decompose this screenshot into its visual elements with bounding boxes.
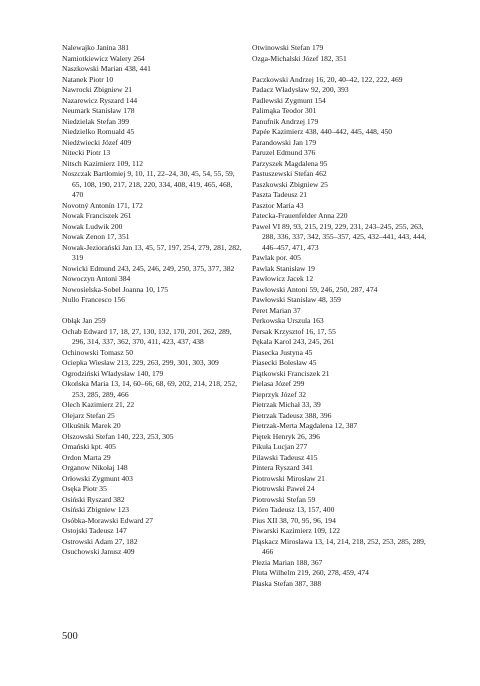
index-group-o-continued (252, 43, 438, 64)
index-entry: Paczkowski Andrzej 16, 20, 40–42, 122, 222, 469 (252, 74, 403, 84)
index-entry: Piotrowski Mirosław 21 (252, 473, 325, 483)
index-entry: Ochab Edward 17, 18, 27, 130, 132, 170, 201, 262, 289, 296, 314, 337, 362, 370, 411, 423, 437, 438 (62, 326, 232, 346)
index-entry: Ostojski Tadeusz 147 (62, 526, 127, 535)
index-entry: Nowak-Jeziorański Jan 13, 45, 57, 197, 254, 279, 281, 282, 319 (62, 242, 242, 262)
index-entry: Nalewajko Janina 381 (62, 43, 130, 52)
index-entry: Olech Kazimierz 21, 22 (62, 400, 135, 409)
index-entry: Osiński Ryszard 382 (62, 494, 125, 504)
index-group-o (62, 316, 244, 558)
index-entry: Nowak Zenon 17, 351 (62, 232, 130, 241)
index-entry: Paruzel Edmund 376 (252, 148, 316, 157)
index-entry: Parandowski Jan 179 (252, 137, 317, 147)
index-entry: Natanek Piotr 10 (62, 74, 114, 84)
index-entry: Paszkowski Zbigniew 25 (252, 179, 328, 189)
index-entry: Pękala Karol 243, 245, 261 (252, 337, 335, 346)
index-entry: Pilawski Tadeusz 415 (252, 452, 318, 462)
index-entry: Pius XII 38, 70, 95, 96, 194 (252, 515, 336, 525)
index-entry: Pląskacz Mirosława 13, 14, 214, 218, 252, 253, 285, 289, 466 (252, 536, 426, 556)
index-entry: Piotrowski Paweł 24 (252, 484, 315, 493)
index-entry: Okońska Maria 13, 14, 60–66, 68, 69, 202, 214, 218, 252, 253, 285, 289, 466 (62, 379, 238, 399)
index-entry: Piątkowski Franciszek 21 (252, 368, 330, 378)
index-entry: Pietrzak Tadeusz 388, 396 (252, 410, 332, 420)
index-entry: Pawłowicz Jacek 12 (252, 274, 314, 283)
index-entry: Pasztor Maria 43 (252, 200, 304, 210)
index-entry: Ordon Marta 29 (62, 452, 111, 462)
index-entry: Pawlak por. 405 (252, 253, 301, 262)
index-entry: Pintera Ryszard 341 (252, 463, 313, 472)
index-entry: Ozga-Michalski Józef 182, 351 (252, 53, 347, 63)
index-entry: Olkuśnik Marek 20 (62, 421, 121, 430)
index-entry: Osiński Zbigniew 123 (62, 505, 130, 514)
index-entry: Ostrowski Adam 27, 182 (62, 536, 138, 546)
index-entry: Novotný Antonín 171, 172 (62, 200, 143, 210)
index-entry: Parzyszek Magdalena 95 (252, 158, 328, 168)
index-entry: Piętek Henryk 26, 396 (252, 431, 320, 441)
index-entry: Organow Nikołaj 148 (62, 463, 128, 472)
index-entry: Padlewski Zygmunt 154 (252, 95, 326, 105)
index-entry: Nowosielska-Sobel Joanna 10, 175 (62, 284, 169, 294)
index-entry: Pieprzyk Józef 32 (252, 389, 307, 399)
index-entry: Ochinowski Tomasz 50 (62, 347, 134, 357)
index-entry: Namiotkiewicz Walery 264 (62, 53, 145, 63)
index-entry: Nawrocki Zbigniew 21 (62, 85, 133, 94)
index-entry: Persak Krzysztof 16, 17, 55 (252, 326, 336, 336)
index-entry: Noszczak Bartłomiej 9, 10, 11, 22–24, 30, 45, 54, 55, 59, 65, 108, 190, 217, 218, 220, 334, 408, 419, 465, 468, 470 (62, 169, 235, 199)
index-entry: Pawłowski Antoni 59, 246, 250, 287, 474 (252, 284, 378, 294)
index-entry: Pielasa Józef 299 (252, 379, 305, 388)
index-entry: Paweł VI 89, 93, 215, 219, 229, 231, 243–245, 255, 263, 288, 336, 337, 342, 355–357, 425, 432–441, 443, 444, 446–457, 471, 473 (252, 221, 427, 252)
index-entry: Piotrowski Stefan 59 (252, 494, 316, 504)
index-entry: Naszkowski Marian 438, 441 (62, 64, 151, 73)
index-entry: Ogrodziński Władysław 140, 179 (62, 368, 164, 378)
index-entry: Nitecki Piotr 13 (62, 148, 111, 157)
index-column-left (62, 43, 244, 558)
group-separator (62, 306, 244, 317)
index-entry: Pietrzak-Merta Magdalena 12, 387 (252, 421, 358, 430)
index-entry: Płaska Stefan 387, 388 (252, 578, 322, 588)
index-entry: Pietrzak Michał 33, 39 (252, 400, 321, 409)
index-entry: Nowak Ludwik 200 (62, 221, 123, 231)
index-group-n (62, 43, 244, 306)
index-entry: Plezia Marian 188, 367 (252, 557, 323, 567)
group-separator (252, 64, 438, 75)
index-entry: Osóbka-Morawski Edward 27 (62, 515, 153, 525)
index-entry: Pawlak Stanisław 19 (252, 263, 315, 273)
index-entry: Niedzielak Stefan 399 (62, 116, 130, 126)
index-entry: Olszowski Stefan 140, 223, 253, 305 (62, 431, 174, 441)
index-entry: Pikuła Lucjan 277 (252, 442, 308, 451)
index-entry: Perkowska Urszula 163 (252, 316, 324, 325)
index-entry: Panufnik Andrzej 179 (252, 116, 319, 126)
index-entry: Piasecki Bolesław 45 (252, 358, 317, 367)
index-entry: Pluta Wilhelm 219, 260, 278, 459, 474 (252, 568, 369, 577)
index-entry: Omański kpt. 405 (62, 442, 116, 451)
index-entry: Nullo Francesco 156 (62, 295, 125, 304)
index-entry: Ociepka Wiesław 213, 229, 263, 299, 301, 303, 309 (62, 358, 219, 367)
index-entry: Nowoczyn Antoni 384 (62, 274, 131, 283)
index-entry: Palimąka Teodor 301 (252, 106, 317, 115)
index-entry: Niedzielko Romuald 45 (62, 127, 135, 136)
index-entry: Peret Marian 37 (252, 305, 301, 315)
index-group-p (252, 75, 438, 590)
index-entry: Paszta Tadeusz 21 (252, 190, 308, 199)
index-entry: Niedźwiecki Józef 409 (62, 137, 132, 147)
index-entry: Padacz Władysław 92, 200, 393 (252, 85, 349, 94)
index-entry: Papée Kazimierz 438, 440–442, 445, 448, 450 (252, 127, 393, 136)
index-entry: Neumark Stanisław 178 (62, 106, 135, 115)
index-entry: Piwarski Kazimierz 109, 122 (252, 526, 341, 535)
index-entry: Olejarz Stefan 25 (62, 410, 115, 420)
index-entry: Pawłowski Stanisław 48, 359 (252, 295, 341, 304)
page-number: 500 (62, 631, 78, 642)
index-entry: Piasecka Justyna 45 (252, 347, 313, 357)
index-entry: Nowak Franciszek 261 (62, 211, 132, 220)
index-entry: Nowicki Edmund 243, 245, 246, 249, 250, 375, 377, 382 (62, 263, 235, 273)
index-entry: Obłąk Jan 259 (62, 316, 106, 325)
index-entry: Nitsch Kazimierz 109, 112 (62, 158, 144, 168)
index-column-right (252, 43, 438, 589)
index-entry: Orłowski Zygmunt 403 (62, 473, 133, 483)
index-entry: Otwinowski Stefan 179 (252, 43, 324, 52)
index-entry: Pióro Tadeusz 13, 157, 400 (252, 505, 335, 514)
index-entry: Nazarewicz Ryszard 144 (62, 95, 138, 105)
index-entry: Pastuszewski Stefan 462 (252, 169, 327, 178)
index-entry: Osuchowski Janusz 409 (62, 547, 135, 556)
index-entry: Osęka Piotr 35 (62, 484, 107, 493)
index-entry: Patecka-Frauenfelder Anna 220 (252, 211, 348, 220)
